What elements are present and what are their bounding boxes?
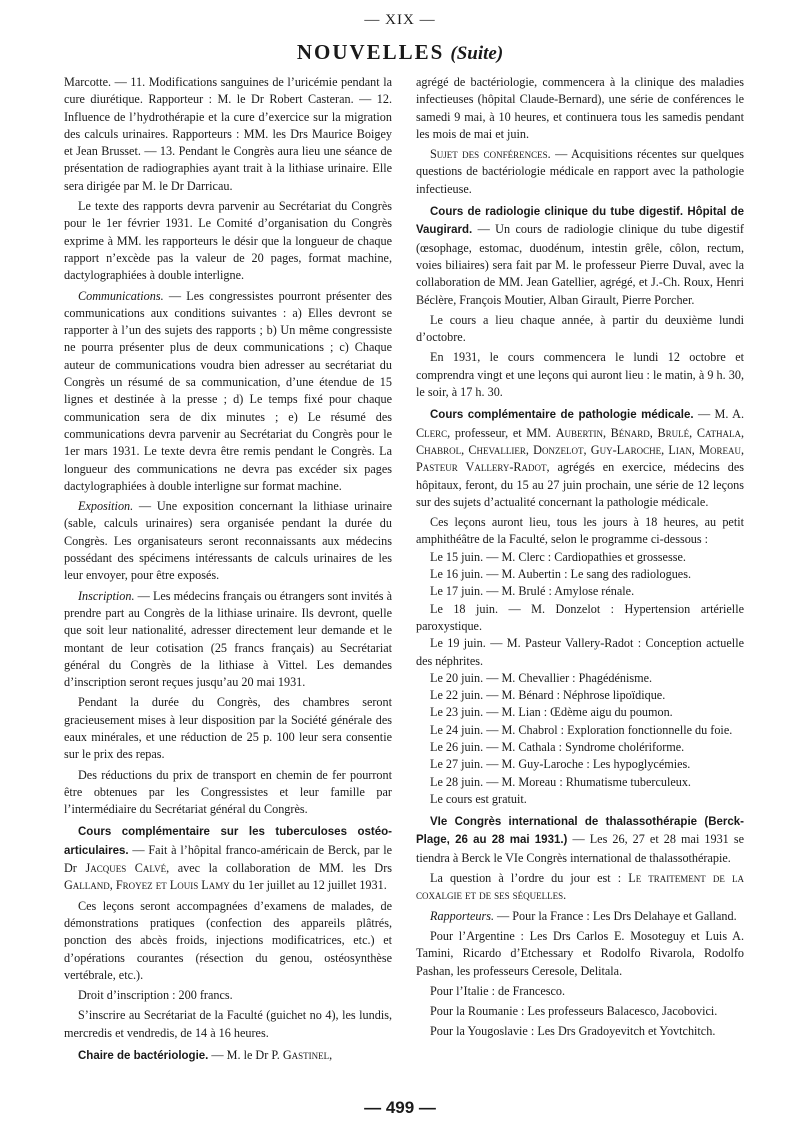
program-item: Le 22 juin. — M. Bénard : Néphrose lipoïdique. <box>430 688 666 703</box>
page-number: — 499 — <box>364 1098 436 1117</box>
paragraph: Pendant la durée du Congrès, des chambres seront gracieusement mises à leur disposition par la Société générale des eaux minérales, et une réduction de 25 p. 100 leur sera consentie sur le prix des repas. <box>64 695 392 762</box>
run-in-label: Rapporteurs. <box>430 908 494 923</box>
paragraph: Droit d’inscription : 200 francs. <box>78 988 233 1003</box>
section-title-suite: (Suite) <box>450 43 504 64</box>
program-item: Le 20 juin. — M. Chevallier : Phagédénisme. <box>430 670 653 685</box>
paragraph: Chaire de bactériologie. — M. le Dr P. Gastinel, <box>78 1048 333 1063</box>
program-item: Le 23 juin. — M. Lian : Œdème aigu du poumon. <box>430 705 673 720</box>
paragraph: Pour la Yougoslavie : Les Drs Gradoyevitch et Yovtchitch. <box>430 1024 716 1039</box>
program-item: Le 18 juin. — M. Donzelot : Hypertension artérielle paroxystique. <box>416 601 744 633</box>
paragraph: agrégé de bactériologie, commencera à la clinique des maladies infectieuses (hôpital Claude-Bernard), une série de conférences le samedi 9 mai, à 10 heures, et continuera tous les samedis pendant les mois de mai et juin. <box>416 75 744 141</box>
paragraph: Ces leçons seront accompagnées d’examens de malades, de démonstrations pratiques (confection des appareils plâtrés, ponction des abcès froids, injections modificatrices, etc.) et d’opérations courantes (résection du genou, ostéosynthèse vertébrale, etc.). <box>64 898 392 982</box>
roman-page-number: — XIX — <box>364 12 436 28</box>
left-column <box>64 74 392 1065</box>
paragraph: Cours complémentaire de pathologie médicale. — M. A. Clerc, professeur, et MM. Aubertin, Bénard, Brulé, Cathala, Chabrol, Chevallier, Donzelot, Guy-Laroche, Lian, Moreau, Pasteur Vallery-Radot, agrégés en exercice, médecins des hôpitaux, feront, du 15 au 27 juin prochain, une série de 12 leçons sur des sujets d’actualité concernant la pathologie médicale. <box>416 407 745 509</box>
section-title-text: NOUVELLES <box>296 40 445 64</box>
program-item: Le 27 juin. — M. Guy-Laroche : Les hypoglycémies. <box>430 757 691 772</box>
program-item: Le 15 juin. — M. Clerc : Cardiopathies et grossesse. <box>430 549 686 564</box>
paragraph: Exposition. — Une exposition concernant la lithiase urinaire (sable, calculs urinaires) sera organisée pendant la durée du Congrès. Les organisateurs seront reconnaissants aux médecins possédant des spécimens intéressants de calculs urinaires de les leur envoyer, pour être exposés. <box>64 499 392 583</box>
paragraph: Pour l’Italie : de Francesco. <box>430 983 566 998</box>
section-heading: Cours complémentaire sur les tuberculoses ostéo-articulaires. <box>64 826 392 857</box>
paragraph: La question à l’ordre du jour est : Le traitement de la coxalgie et de ses séquelles. <box>416 871 744 903</box>
section-title <box>0 40 800 65</box>
section-heading: VIe Congrès international de thalassothérapie (Berck-Plage, 26 au 28 mai 1931.) <box>416 816 744 847</box>
program-item: Le 19 juin. — M. Pasteur Vallery-Radot : Conception actuelle des néphrites. <box>416 636 744 668</box>
program-item: Le 26 juin. — M. Cathala : Syndrome cholériforme. <box>430 739 685 754</box>
paragraph: Ces leçons auront lieu, tous les jours à 18 heures, au petit amphithéâtre de la Faculté, selon le programme ci-dessous : <box>416 515 744 547</box>
paragraph: VIe Congrès international de thalassothérapie (Berck-Plage, 26 au 28 mai 1931.) — Les 26, 27 et 28 mai 1931 se tiendra à Berck le VIe Congrès international de thalassothérapie. <box>416 816 744 865</box>
section-heading: Cours complémentaire de pathologie médicale. <box>430 409 694 422</box>
run-in-label: Exposition. <box>78 499 134 514</box>
program-item: Le 17 juin. — M. Brulé : Amylose rénale. <box>430 584 635 599</box>
section-heading: Cours de radiologie clinique du tube digestif. Hôpital de Vaugirard. <box>416 206 744 237</box>
paragraph: Le cours a lieu chaque année, à partir du deuxième lundi d’octobre. <box>416 312 744 345</box>
paragraph: Rapporteurs. — Pour la France : Les Drs Delahaye et Galland. <box>430 908 737 923</box>
paragraph: Inscription. — Les médecins français ou étrangers sont invités à prendre part au Congrès de la lithiase urinaire. Ils devront, quelle que soit leur nationalité, adresser directement leur demande et le montant de leur cotisation (25 francs français) au Secrétariat général du Congrès de la lithiase à Vittel. Les demandes d’inscription seront reçues jusqu’au 20 mai 1931. <box>64 588 392 690</box>
paragraph: Des réductions du prix de transport en chemin de fer pourront être obtenues par les Congressistes et leur famille par l’intermédiaire du Secrétariat général du Congrès. <box>64 767 392 817</box>
paragraph: Marcotte. — 11. Modifications sanguines de l’uricémie pendant la cure diurétique. Rapporteur : M. le Dr Robert Casteran. — 12. Influence de l’hydrothérapie et la cure d’exercice sur la migration des calculs urinaires. Rapporteurs : MM. les Drs Maurice Boigey et Jean Brusset. — 13. Pendant le Congrès aura lieu une séance de présentation de radiographies ayant trait à la lithiase urinaire. Elle sera dirigée par M. le Dr Darricau. <box>64 75 392 193</box>
paragraph: Pour la Roumanie : Les professeurs Balacesco, Jacobovici. <box>430 1004 718 1019</box>
run-in-label: Communications. <box>78 288 164 303</box>
right-column <box>416 74 744 1041</box>
paragraph: Le texte des rapports devra parvenir au Secrétariat du Congrès pour le 1er février 1931. Le Comité d’organisation du Congrès exprime à MM. les rapporteurs le désir que la longueur de chaque rapport n’excède pas la valeur de 20 pages, format machine, dactylographiées à double interligne. <box>64 199 392 283</box>
section-heading: Chaire de bactériologie. <box>78 1050 209 1063</box>
program-item: Le 28 juin. — M. Moreau : Rhumatisme tuberculeux. <box>430 774 691 789</box>
program-list <box>416 549 744 791</box>
paragraph: En 1931, le cours commencera le lundi 12 octobre et comprendra vingt et une leçons qui auront lieu : le matin, à 9 h. 30, le soir, à 17 h. 30. <box>416 350 744 400</box>
paragraph: Communications. — Les congressistes pourront présenter des communications aux conditions suivantes : a) Elles devront se rapporter à l’un des sujets des rapports ; b) Un même congressiste ne pourra présenter plus de deux communications ; c) Chaque auteur de communications voudra bien adresser au secrétariat du Congrès un résumé de sa communication, d’une étendue de 15 lignes et destinée à la presse ; d) Le temps fixé pour chaque communication sera de dix minutes ; e) Le résumé des communications devra parvenir au Secrétariat du Congrès pour le 1er mars 1931. Le texte devra être remis pendant le Congrès. La longueur des communications ne devra pas excéder six pages dactylographiées à double interligne sur format machine. <box>64 288 392 493</box>
paragraph: S’inscrire au Secrétariat de la Faculté (guichet no 4), les lundis, mercredis et vendredis, de 14 à 16 heures. <box>64 1008 392 1040</box>
paragraph: Cours complémentaire sur les tuberculoses ostéo-articulaires. — Fait à l’hôpital franco-américain de Berck, par le Dr Jacques Calvé, avec la collaboration de MM. les Drs Galland, Froyez et Louis Lamy du 1er juillet au 12 juillet 1931. <box>64 826 392 893</box>
program-item: Le 24 juin. — M. Chabrol : Exploration fonctionnelle du foie. <box>430 722 733 737</box>
paragraph: Le cours est gratuit. <box>430 791 527 806</box>
program-item: Le 16 juin. — M. Aubertin : Le sang des radiologues. <box>430 567 691 582</box>
paragraph: Cours de radiologie clinique du tube digestif. Hôpital de Vaugirard. — Un cours de radiologie clinique du tube digestif (œsophage, estomac, duodénum, intestin grêle, côlon, rectum, voies biliaires) sera fait par M. le professeur Pierre Duval, avec la collaboration de MM. Jean Gatellier, agrégé, et J.-Ch. Roux, Henri Béclère, François Moutier, Alban Girault, Pierre Porcher. <box>416 206 744 307</box>
paragraph: Pour l’Argentine : Les Drs Carlos E. Mosoteguy et Luis A. Tamini, Ricardo d’Etchessary et Rodolfo Rivarola, Rodolfo Pashan, les professeurs Ceresole, Delitala. <box>416 928 744 978</box>
run-in-label: Sujet des conférences. <box>430 147 551 162</box>
run-in-label: Inscription. <box>78 588 135 603</box>
paragraph: Sujet des conférences. — Acquisitions récentes sur quelques questions de bactériologie médicale en rapport avec la pathologie infectieuse. <box>416 147 744 196</box>
